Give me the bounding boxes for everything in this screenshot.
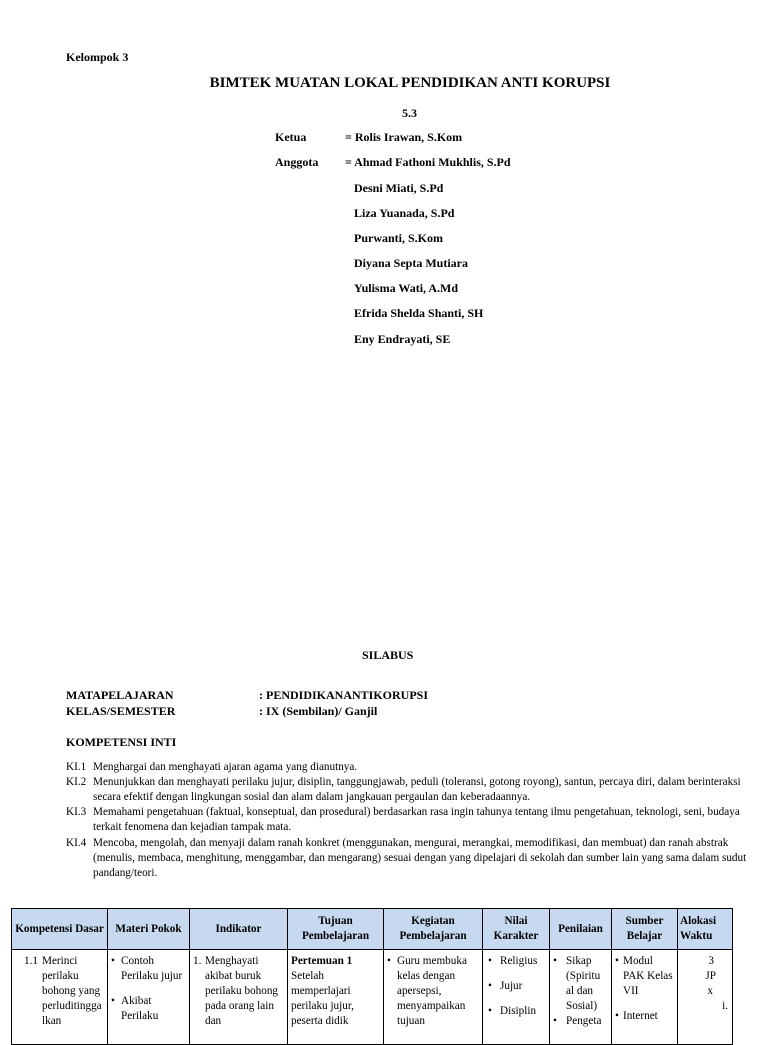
tujuan-text: Setelah memperlajari perilaku jujur, peserta didik (291, 970, 354, 1027)
list-item: • Jujur (488, 979, 546, 994)
ki-code: KI.3 (66, 806, 87, 818)
cell-nilai-karakter (483, 950, 550, 1045)
table-header-row (12, 909, 733, 950)
cell-indikator (190, 950, 288, 1045)
list-item: • Internet (615, 1009, 674, 1024)
ki-text: Memahami pengetahuan (faktual, konseptual, dan prosedural) berdasarkan rasa ingin tahunya tentang ilmu pengetahuan, teknologi, seni, budaya terkait fenomena dan kejadian tampak mata. (93, 806, 740, 833)
member-name: Efrida Shelda Shanti, SH (354, 306, 484, 320)
list-item: • Pengeta (553, 1014, 608, 1029)
kelas-label: KELAS/SEMESTER (66, 704, 176, 718)
cell-kegiatan (384, 950, 483, 1045)
header-alokasi-waktu: Alokasi Waktu (678, 909, 733, 950)
table-row (12, 950, 733, 1045)
list-item: • Sikap (Spiritu al dan Sosial) (553, 954, 608, 1014)
alokasi-line: 3 (708, 955, 714, 967)
ki-item (66, 805, 756, 835)
list-item (193, 954, 284, 1029)
cell-kompetensi-dasar (12, 950, 108, 1045)
list-item: • Guru membuka kelas dengan apersepsi, menyampaikan tujuan (387, 954, 479, 1029)
header-kompetensi-dasar: Kompetensi Dasar (12, 909, 108, 950)
ki-item (66, 760, 756, 775)
indikator-text: Menghayati akibat buruk perilaku bohong pada orang lain dan (205, 955, 279, 1027)
section-number: 5.3 (402, 106, 417, 120)
header-sumber-belajar: Sumber Belajar (612, 909, 678, 950)
kelas-value: : IX (Sembilan)/ Ganjil (259, 704, 378, 718)
ki-text: Menunjukkan dan menghayati perilaku jujur, disiplin, tanggungjawab, peduli (toleransi, gotong royong), santun, percaya diri, dalam berinteraksi secara efektif dengan lingkungan sosial dan alam dalam jangkauan pergaulan dan keberadaannya. (93, 776, 741, 803)
indikator-number: 1. (193, 955, 202, 967)
header-penilaian: Penilaian (550, 909, 612, 950)
header-kegiatan: Kegiatan Pembelajaran (384, 909, 483, 950)
member-name: Desni Miati, S.Pd (354, 181, 444, 195)
cell-penilaian (550, 950, 612, 1045)
silabus-heading: SILABUS (362, 648, 414, 662)
ketua-label: Ketua (275, 130, 307, 144)
list-item: • Religius (488, 954, 546, 969)
anggota-first-member: = Ahmad Fathoni Mukhlis, S.Pd (345, 155, 511, 169)
header-tujuan: Tujuan Pembelajaran (288, 909, 384, 950)
member-name: Yulisma Wati, A.Md (354, 281, 459, 295)
ki-item (66, 775, 756, 805)
ki-text: Menghargai dan menghayati ajaran agama yang dianutnya. (93, 761, 358, 773)
alokasi-line: JP (705, 970, 716, 982)
ki-item (66, 836, 756, 881)
silabus-table (11, 908, 733, 1045)
ki-code: KI.2 (66, 776, 87, 788)
list-item: • Disiplin (488, 1004, 546, 1019)
ki-code: KI.4 (66, 837, 87, 849)
cell-tujuan (288, 950, 384, 1045)
mapel-value: : PENDIDIKANANTIKORUPSI (259, 688, 429, 702)
ki-text: Mencoba, mengolah, dan menyaji dalam ranah konkret (menggunakan, mengurai, merangkai, memodifikasi, dan membuat) dan ranah abstrak (menulis, membaca, menghitung, menggambar, dan mengarang) sesuai dengan yang dipelajari di sekolah dan sumber lain yang sama dalam sudut pandang/teori. (93, 837, 747, 879)
header-indikator: Indikator (190, 909, 288, 950)
alokasi-line: x (707, 985, 713, 997)
header-nilai-karakter: Nilai Karakter (483, 909, 550, 950)
member-name: Diyana Septa Mutiara (354, 256, 468, 270)
member-name: Purwanti, S.Kom (354, 231, 444, 245)
document-title: BIMTEK MUATAN LOKAL PENDIDIKAN ANTI KORUPSI (209, 75, 611, 91)
cell-materi-pokok (108, 950, 190, 1045)
group-label: Kelompok 3 (66, 50, 129, 64)
cell-sumber-belajar (612, 950, 678, 1045)
list-item: • Contoh Perilaku jujur (111, 954, 186, 984)
alokasi-line: i. (722, 1000, 728, 1012)
list-item: • Modul PAK Kelas VII (615, 954, 674, 999)
member-name: Liza Yuanada, S.Pd (354, 206, 455, 220)
ketua-value: = Rolis Irawan, S.Kom (345, 130, 463, 144)
header-materi-pokok: Materi Pokok (108, 909, 190, 950)
list-item: • Akibat Perilaku (111, 994, 186, 1024)
kd-text: Merinci perilaku bohong yang perluditingga lkan (42, 955, 102, 1027)
member-name: Eny Endrayati, SE (354, 332, 451, 346)
ki-code: KI.1 (66, 761, 87, 773)
mapel-label: MATAPELAJARAN (66, 688, 174, 702)
cell-alokasi-waktu (678, 950, 733, 1045)
anggota-label: Anggota (275, 155, 319, 169)
tujuan-session-label: Pertemuan 1 (291, 955, 353, 967)
ki-heading: KOMPETENSI INTI (66, 735, 177, 749)
kd-number: 1.1 (24, 955, 38, 967)
